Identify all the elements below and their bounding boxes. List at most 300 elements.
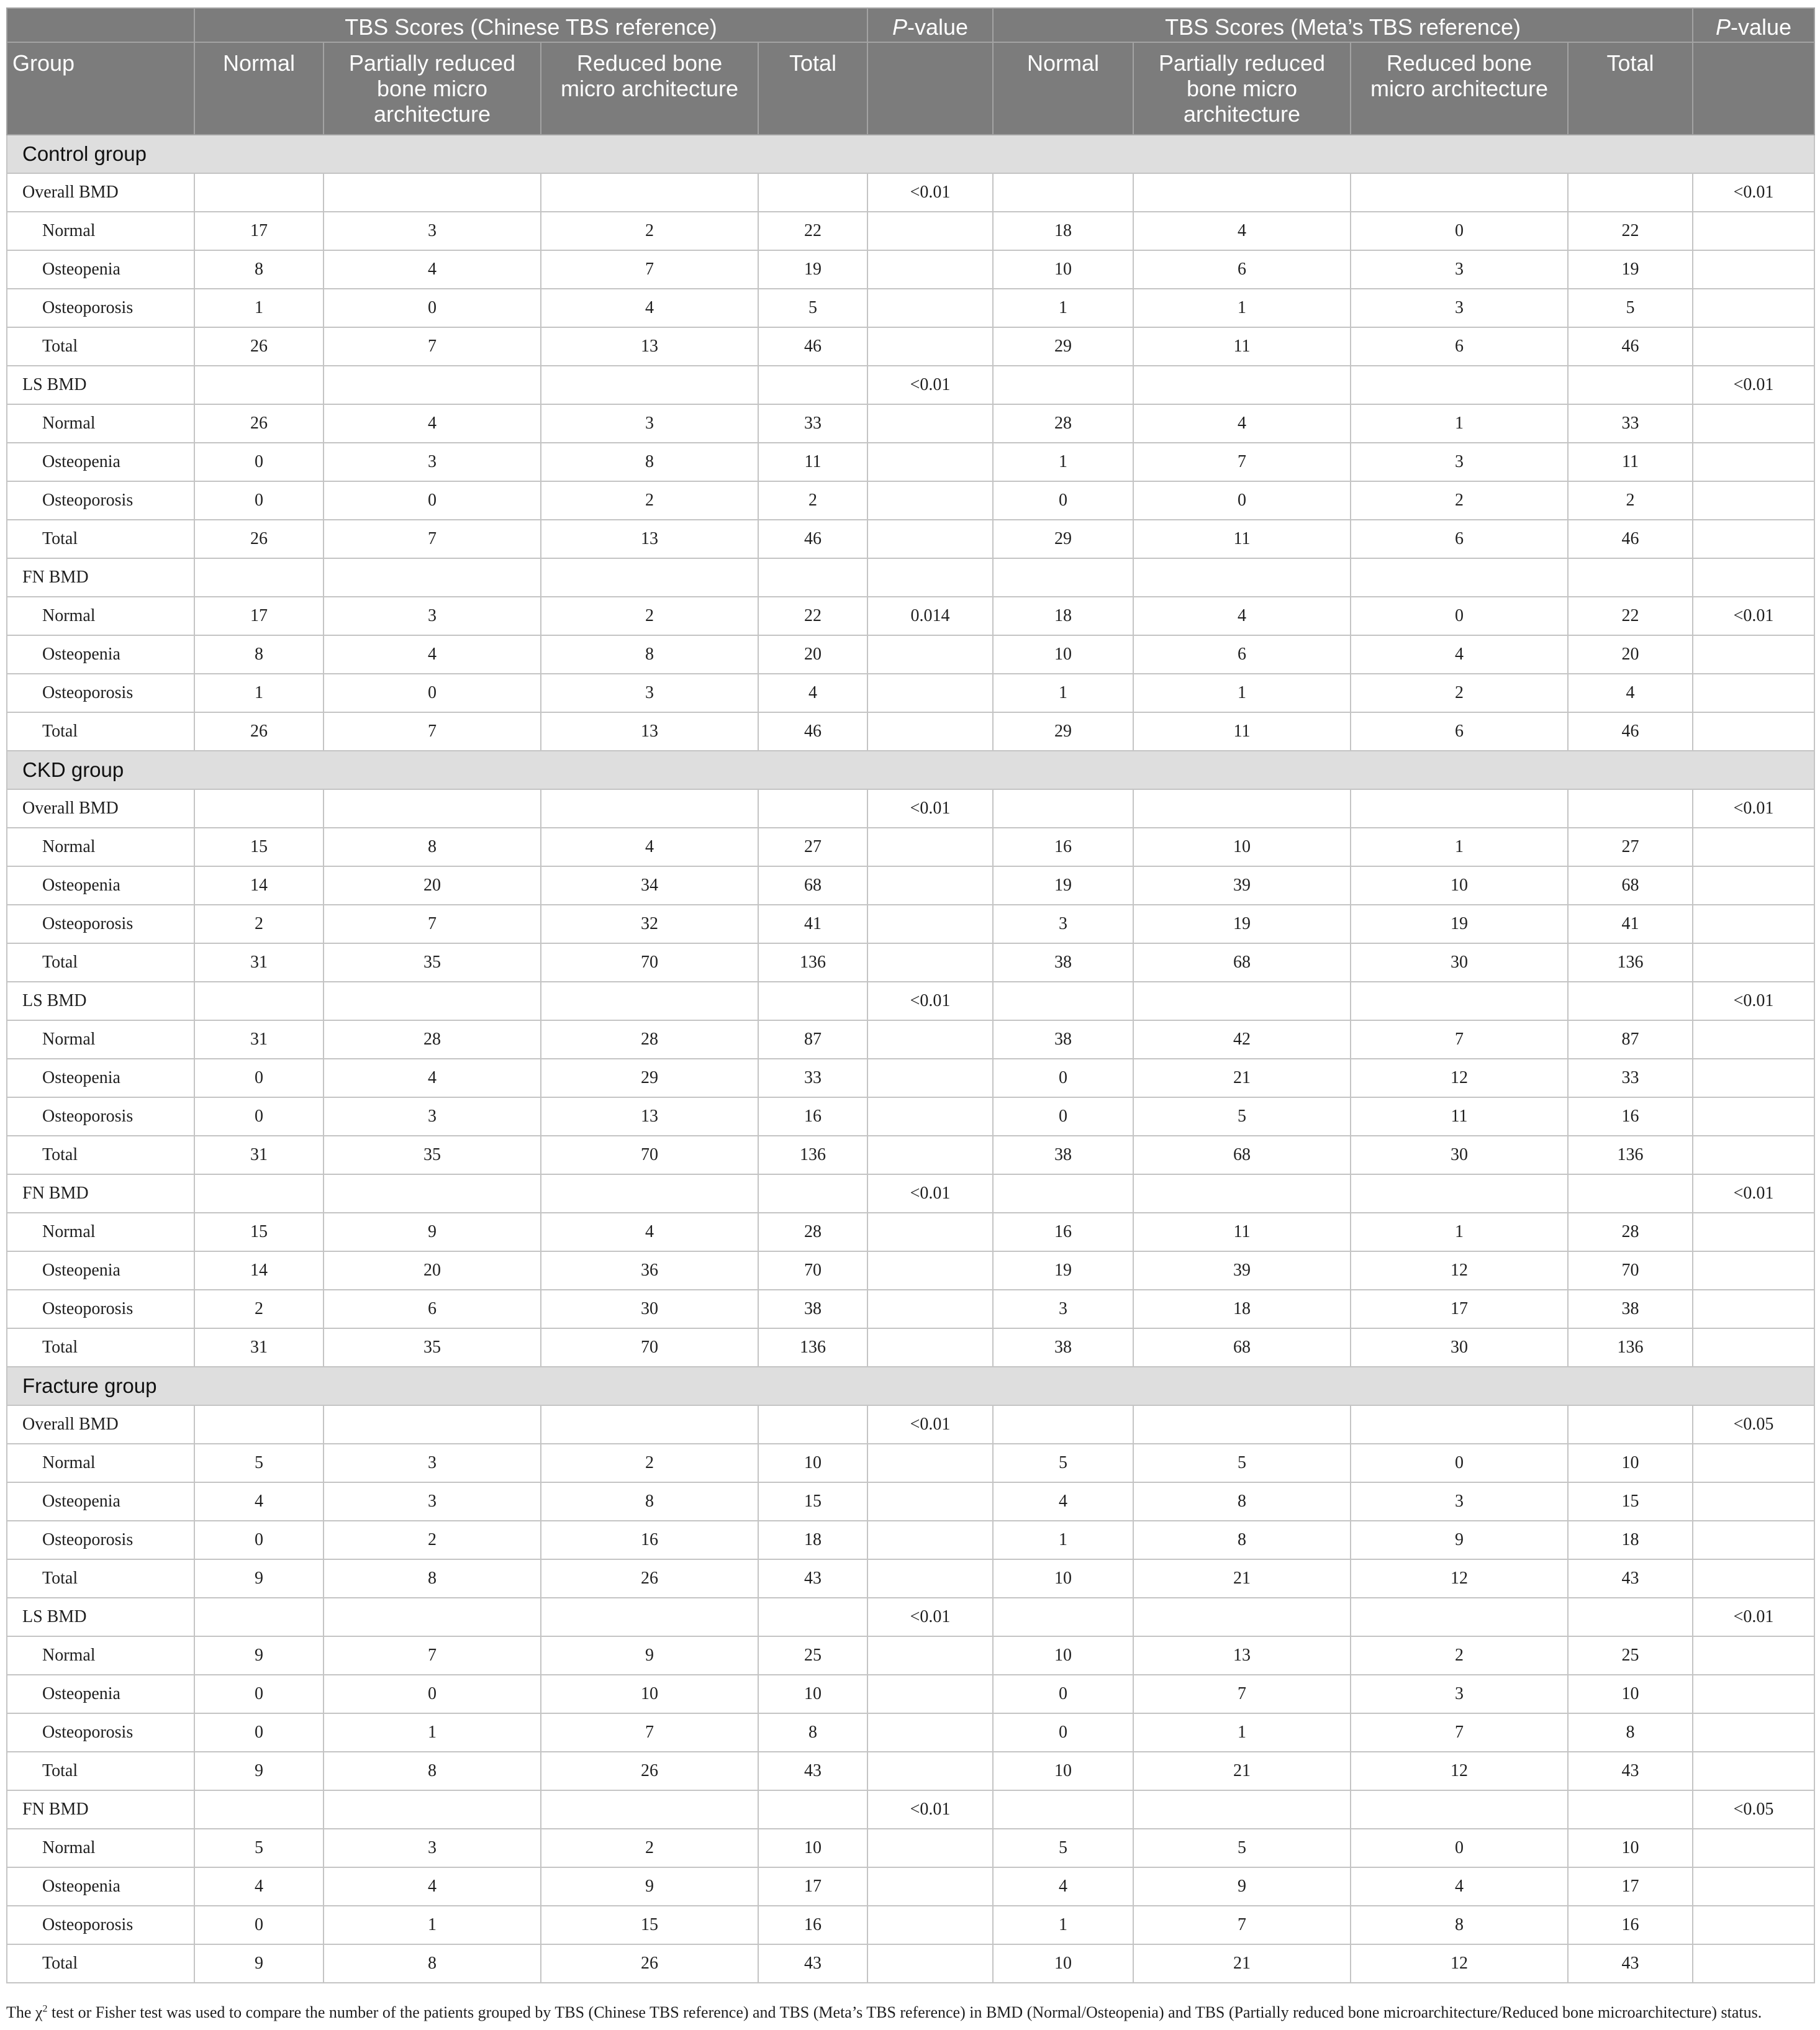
table-cell: 4 — [993, 1482, 1133, 1521]
section-header-row — [7, 135, 1814, 173]
table-cell: 2 — [194, 905, 324, 943]
p-value-cell: <0.01 — [867, 1598, 993, 1636]
p-value-cell — [867, 1482, 993, 1521]
table-cell — [1351, 789, 1568, 828]
row-label: Overall BMD — [7, 173, 194, 212]
table-cell: 18 — [993, 212, 1133, 250]
row-label: FN BMD — [7, 1174, 194, 1213]
table-cell: 29 — [541, 1059, 758, 1097]
p-value-cell: <0.01 — [1693, 1174, 1814, 1213]
row-label: Osteoporosis — [7, 289, 194, 327]
table-cell: 35 — [324, 1136, 541, 1174]
header-col-reduced: Reduced bone micro architecture — [541, 42, 758, 135]
table-cell: 0 — [993, 1675, 1133, 1713]
p-value-cell — [867, 327, 993, 366]
table-cell: 27 — [1568, 828, 1693, 866]
table-cell: 34 — [541, 866, 758, 905]
table-cell: 12 — [1351, 1944, 1568, 1983]
table-cell: 4 — [758, 674, 867, 712]
p-value-cell — [1693, 1944, 1814, 1983]
table-cell: 16 — [1568, 1097, 1693, 1136]
table-cell: 3 — [1351, 250, 1568, 289]
table-row — [7, 1174, 1814, 1213]
p-value-cell — [1693, 1752, 1814, 1790]
table-cell: 3 — [324, 597, 541, 635]
table-cell — [541, 1598, 758, 1636]
p-value-cell — [867, 1213, 993, 1251]
table-row — [7, 1752, 1814, 1790]
table-cell: 31 — [194, 943, 324, 982]
table-cell: 9 — [541, 1867, 758, 1906]
table-row — [7, 212, 1814, 250]
table-row — [7, 404, 1814, 443]
table-cell: 136 — [758, 1136, 867, 1174]
table-row — [7, 1251, 1814, 1290]
p-value-cell: <0.01 — [867, 366, 993, 404]
p-value-cell — [1693, 558, 1814, 597]
table-cell: 7 — [324, 905, 541, 943]
table-cell: 4 — [1351, 1867, 1568, 1906]
table-cell: 30 — [1351, 1136, 1568, 1174]
table-cell: 1 — [1133, 289, 1351, 327]
p-value-cell — [867, 1675, 993, 1713]
table-cell: 5 — [1133, 1444, 1351, 1482]
p-value-cell — [867, 1328, 993, 1367]
table-cell: 9 — [194, 1636, 324, 1675]
p-value-cell — [1693, 866, 1814, 905]
table-cell — [758, 982, 867, 1020]
table-cell: 2 — [541, 212, 758, 250]
p-value-cell — [1693, 481, 1814, 520]
table-cell: 28 — [324, 1020, 541, 1059]
table-cell: 43 — [1568, 1944, 1693, 1983]
p-value-cell — [1693, 1251, 1814, 1290]
p-value-cell — [867, 1867, 993, 1906]
table-cell: 17 — [1351, 1290, 1568, 1328]
table-row — [7, 289, 1814, 327]
table-cell: 1 — [1351, 404, 1568, 443]
table-row — [7, 1598, 1814, 1636]
table-cell: 16 — [993, 1213, 1133, 1251]
table-cell: 7 — [1133, 1906, 1351, 1944]
table-cell: 0 — [324, 1675, 541, 1713]
p-value-cell — [1693, 1097, 1814, 1136]
table-row — [7, 1136, 1814, 1174]
table-cell: 15 — [194, 828, 324, 866]
p-value-cell — [867, 481, 993, 520]
table-cell: 70 — [758, 1251, 867, 1290]
table-cell: 12 — [1351, 1559, 1568, 1598]
row-label: Normal — [7, 597, 194, 635]
table-cell: 8 — [324, 1752, 541, 1790]
p-value-cell: <0.01 — [867, 789, 993, 828]
table-cell — [1133, 789, 1351, 828]
table-cell: 22 — [1568, 597, 1693, 635]
table-cell: 3 — [541, 404, 758, 443]
p-value-cell — [867, 1906, 993, 1944]
table-cell: 10 — [541, 1675, 758, 1713]
table-cell: 8 — [1133, 1521, 1351, 1559]
table-cell: 2 — [1351, 481, 1568, 520]
table-cell: 9 — [541, 1636, 758, 1675]
row-label: Overall BMD — [7, 1405, 194, 1444]
table-row — [7, 597, 1814, 635]
p-value-cell — [1693, 212, 1814, 250]
row-label: Normal — [7, 1829, 194, 1867]
header-col-total: Total — [758, 42, 867, 135]
table-cell — [194, 1790, 324, 1829]
table-cell: 7 — [324, 520, 541, 558]
table-cell: 0 — [194, 1906, 324, 1944]
table-cell: 29 — [993, 520, 1133, 558]
table-cell: 10 — [1568, 1675, 1693, 1713]
p-value-cell — [867, 674, 993, 712]
table-cell: 8 — [758, 1713, 867, 1752]
table-cell: 0 — [324, 289, 541, 327]
table-row — [7, 712, 1814, 751]
row-label: Total — [7, 1559, 194, 1598]
table-cell: 68 — [1133, 943, 1351, 982]
table-row — [7, 520, 1814, 558]
table-cell: 43 — [758, 1752, 867, 1790]
p-value-cell — [1693, 1636, 1814, 1675]
row-label: Osteoporosis — [7, 1713, 194, 1752]
table-cell — [993, 1405, 1133, 1444]
table-row — [7, 250, 1814, 289]
table-cell — [324, 1790, 541, 1829]
table-cell: 18 — [758, 1521, 867, 1559]
table-cell: 27 — [758, 828, 867, 866]
p-value-cell — [1693, 905, 1814, 943]
table-cell — [1351, 366, 1568, 404]
section-title: Control group — [7, 135, 1814, 173]
table-cell: 28 — [758, 1213, 867, 1251]
table-row — [7, 1559, 1814, 1598]
table-cell: 43 — [758, 1944, 867, 1983]
p-value-cell: <0.01 — [1693, 789, 1814, 828]
table-cell: 35 — [324, 943, 541, 982]
table-cell: 3 — [324, 212, 541, 250]
row-label: LS BMD — [7, 1598, 194, 1636]
table-cell — [194, 1598, 324, 1636]
table-cell — [541, 789, 758, 828]
table-cell: 11 — [1351, 1097, 1568, 1136]
table-cell: 8 — [194, 635, 324, 674]
table-cell: 5 — [1133, 1829, 1351, 1867]
table-row — [7, 866, 1814, 905]
table-cell — [758, 789, 867, 828]
table-cell — [194, 1405, 324, 1444]
table-row — [7, 558, 1814, 597]
table-cell: 6 — [1351, 327, 1568, 366]
table-cell: 70 — [541, 1136, 758, 1174]
table-cell: 12 — [1351, 1251, 1568, 1290]
table-cell: 0 — [194, 1059, 324, 1097]
p-value-cell — [867, 1713, 993, 1752]
table-cell: 4 — [1133, 404, 1351, 443]
table-cell: 38 — [1568, 1290, 1693, 1328]
p-value-cell — [867, 1251, 993, 1290]
table-cell — [993, 1598, 1133, 1636]
row-label: Normal — [7, 1444, 194, 1482]
table-cell — [1351, 558, 1568, 597]
table-cell: 19 — [993, 1251, 1133, 1290]
table-cell — [993, 173, 1133, 212]
table-cell: 2 — [541, 481, 758, 520]
table-cell — [324, 173, 541, 212]
table-cell: 38 — [993, 1136, 1133, 1174]
row-label: FN BMD — [7, 1790, 194, 1829]
p-value-cell — [867, 520, 993, 558]
table-cell: 1 — [1351, 1213, 1568, 1251]
row-label: Total — [7, 1136, 194, 1174]
p-value-cell — [1693, 635, 1814, 674]
table-cell: 70 — [541, 1328, 758, 1367]
table-cell: 8 — [1568, 1713, 1693, 1752]
table-cell: 8 — [541, 635, 758, 674]
table-cell: 68 — [1568, 866, 1693, 905]
row-label: Total — [7, 943, 194, 982]
table-cell: 28 — [541, 1020, 758, 1059]
header-chinese-reference: TBS Scores (Chinese TBS reference) — [194, 8, 867, 42]
table-row — [7, 1521, 1814, 1559]
table-cell: 28 — [993, 404, 1133, 443]
table-cell — [758, 173, 867, 212]
table-cell: 4 — [324, 635, 541, 674]
table-cell — [758, 1405, 867, 1444]
table-cell: 2 — [541, 1444, 758, 1482]
table-row — [7, 173, 1814, 212]
table-cell — [324, 1598, 541, 1636]
table-cell: 7 — [1351, 1713, 1568, 1752]
table-row — [7, 982, 1814, 1020]
table-cell: 16 — [1568, 1906, 1693, 1944]
table-cell: 4 — [541, 1213, 758, 1251]
table-cell — [194, 558, 324, 597]
row-label: LS BMD — [7, 366, 194, 404]
p-value-cell — [1693, 520, 1814, 558]
table-cell: 18 — [993, 597, 1133, 635]
table-cell: 2 — [324, 1521, 541, 1559]
p-value-cell — [867, 828, 993, 866]
table-row — [7, 366, 1814, 404]
header-blank-cell — [1693, 42, 1814, 135]
p-value-cell — [1693, 1059, 1814, 1097]
table-cell: 4 — [1568, 674, 1693, 712]
header-p-value: P-value — [1693, 8, 1814, 42]
row-label: Osteopenia — [7, 635, 194, 674]
row-label: Osteopenia — [7, 443, 194, 481]
table-cell: 8 — [1351, 1906, 1568, 1944]
row-label: Normal — [7, 1636, 194, 1675]
p-value-cell — [1693, 289, 1814, 327]
table-cell — [1568, 982, 1693, 1020]
table-cell: 26 — [541, 1944, 758, 1983]
p-value-cell — [1693, 1020, 1814, 1059]
table-cell: 20 — [324, 866, 541, 905]
table-cell: 0 — [194, 1097, 324, 1136]
table-footnote: The $\chi^2$ test or Fisher test was used to compare the number of the patients grouped by TBS (Chinese TBS reference) and TBS (Meta’s TBS reference) in BMD (Normal/Osteopenia) and TBS (Partially reduced bone microarchitecture/Reduced bone microarchitecture) status. — [6, 2003, 1762, 2021]
table-row — [7, 1713, 1814, 1752]
p-value-cell: <0.01 — [1693, 1598, 1814, 1636]
table-cell: 19 — [1351, 905, 1568, 943]
table-cell: 0 — [1351, 212, 1568, 250]
table-cell — [1351, 1174, 1568, 1213]
table-cell: 39 — [1133, 866, 1351, 905]
table-cell: 87 — [758, 1020, 867, 1059]
table-cell: 21 — [1133, 1059, 1351, 1097]
section-header-row — [7, 1367, 1814, 1405]
table-cell: 18 — [1568, 1521, 1693, 1559]
table-cell — [1133, 366, 1351, 404]
table-cell: 4 — [541, 828, 758, 866]
table-cell: 10 — [1568, 1444, 1693, 1482]
table-cell: 3 — [1351, 1675, 1568, 1713]
table-cell: 22 — [1568, 212, 1693, 250]
table-cell: 0 — [1351, 1829, 1568, 1867]
row-label: Osteoporosis — [7, 1521, 194, 1559]
table-cell: 1 — [993, 289, 1133, 327]
table-cell — [993, 789, 1133, 828]
p-value-cell — [867, 1290, 993, 1328]
table-cell: 16 — [758, 1097, 867, 1136]
table-row — [7, 1636, 1814, 1675]
table-cell: 3 — [324, 1829, 541, 1867]
table-cell: 1 — [993, 443, 1133, 481]
table-cell — [1568, 1790, 1693, 1829]
p-value-cell — [867, 1059, 993, 1097]
table-cell: 0 — [1351, 597, 1568, 635]
p-value-cell — [1693, 1482, 1814, 1521]
table-cell: 26 — [194, 520, 324, 558]
row-label: Osteoporosis — [7, 674, 194, 712]
p-value-cell — [867, 635, 993, 674]
table-cell — [324, 982, 541, 1020]
table-row — [7, 1867, 1814, 1906]
table-cell: 3 — [324, 1444, 541, 1482]
table-cell — [758, 1174, 867, 1213]
table-cell: 4 — [993, 1867, 1133, 1906]
row-label: Osteoporosis — [7, 481, 194, 520]
p-value-cell: <0.01 — [867, 1790, 993, 1829]
table-cell: 6 — [1133, 635, 1351, 674]
table-row — [7, 1020, 1814, 1059]
table-cell: 10 — [1568, 1829, 1693, 1867]
table-cell: 17 — [758, 1867, 867, 1906]
p-value-cell — [1693, 404, 1814, 443]
row-label: LS BMD — [7, 982, 194, 1020]
table-cell: 46 — [758, 520, 867, 558]
table-cell: 33 — [758, 1059, 867, 1097]
row-label: Osteopenia — [7, 1867, 194, 1906]
table-row — [7, 789, 1814, 828]
table-cell: 9 — [324, 1213, 541, 1251]
table-cell: 46 — [758, 712, 867, 751]
p-value-cell — [867, 1559, 993, 1598]
table-cell: 39 — [1133, 1251, 1351, 1290]
table-cell: 41 — [1568, 905, 1693, 943]
row-label: Normal — [7, 212, 194, 250]
table-cell: 30 — [541, 1290, 758, 1328]
table-cell: 1 — [194, 674, 324, 712]
table-cell — [758, 1790, 867, 1829]
table-cell: 0 — [993, 1713, 1133, 1752]
p-value-cell — [867, 1136, 993, 1174]
row-label: Osteoporosis — [7, 1906, 194, 1944]
p-value-cell — [867, 1521, 993, 1559]
table-cell: 9 — [194, 1559, 324, 1598]
p-value-cell — [1693, 674, 1814, 712]
p-value-cell: 0.014 — [867, 597, 993, 635]
p-value-cell — [867, 712, 993, 751]
table-cell — [194, 982, 324, 1020]
table-cell: 11 — [1133, 520, 1351, 558]
row-label: Total — [7, 1752, 194, 1790]
p-value-cell — [1693, 1713, 1814, 1752]
p-value-cell: <0.01 — [867, 982, 993, 1020]
p-value-cell — [1693, 1906, 1814, 1944]
table-cell: 18 — [1133, 1290, 1351, 1328]
table-cell — [541, 1174, 758, 1213]
row-label: Overall BMD — [7, 789, 194, 828]
table-cell: 12 — [1351, 1752, 1568, 1790]
table-cell: 1 — [324, 1906, 541, 1944]
table-cell: 136 — [1568, 1328, 1693, 1367]
header-col-reduced: Reduced bone micro architecture — [1351, 42, 1568, 135]
table-cell: 16 — [758, 1906, 867, 1944]
table-cell: 19 — [758, 250, 867, 289]
table-cell: 46 — [1568, 327, 1693, 366]
table-cell: 10 — [993, 1559, 1133, 1598]
table-cell: 5 — [1133, 1097, 1351, 1136]
p-value-cell: <0.01 — [867, 1174, 993, 1213]
table-cell: 5 — [194, 1829, 324, 1867]
table-cell: 38 — [758, 1290, 867, 1328]
table-cell — [1133, 1598, 1351, 1636]
table-cell: 4 — [541, 289, 758, 327]
table-cell: 29 — [993, 712, 1133, 751]
table-cell — [993, 366, 1133, 404]
table-cell: 5 — [993, 1829, 1133, 1867]
table-cell — [758, 1598, 867, 1636]
p-value-cell — [1693, 1290, 1814, 1328]
table-cell: 87 — [1568, 1020, 1693, 1059]
table-row — [7, 1097, 1814, 1136]
p-value-cell: <0.01 — [867, 1405, 993, 1444]
p-value-cell — [1693, 250, 1814, 289]
p-value-cell: <0.01 — [867, 173, 993, 212]
table-cell: 3 — [324, 443, 541, 481]
table-cell — [324, 366, 541, 404]
table-cell: 21 — [1133, 1752, 1351, 1790]
table-cell: 30 — [1351, 943, 1568, 982]
table-cell: 29 — [993, 327, 1133, 366]
table-cell: 46 — [1568, 712, 1693, 751]
table-cell: 0 — [993, 1097, 1133, 1136]
table-cell — [1133, 558, 1351, 597]
table-cell: 136 — [1568, 1136, 1693, 1174]
table-row — [7, 1059, 1814, 1097]
p-value-cell — [1693, 828, 1814, 866]
table-cell: 20 — [758, 635, 867, 674]
row-label: Osteopenia — [7, 250, 194, 289]
table-row — [7, 1790, 1814, 1829]
table-cell: 4 — [1133, 597, 1351, 635]
table-cell: 12 — [1351, 1059, 1568, 1097]
table-cell: 26 — [194, 712, 324, 751]
table-cell: 6 — [1133, 250, 1351, 289]
table-cell: 31 — [194, 1328, 324, 1367]
